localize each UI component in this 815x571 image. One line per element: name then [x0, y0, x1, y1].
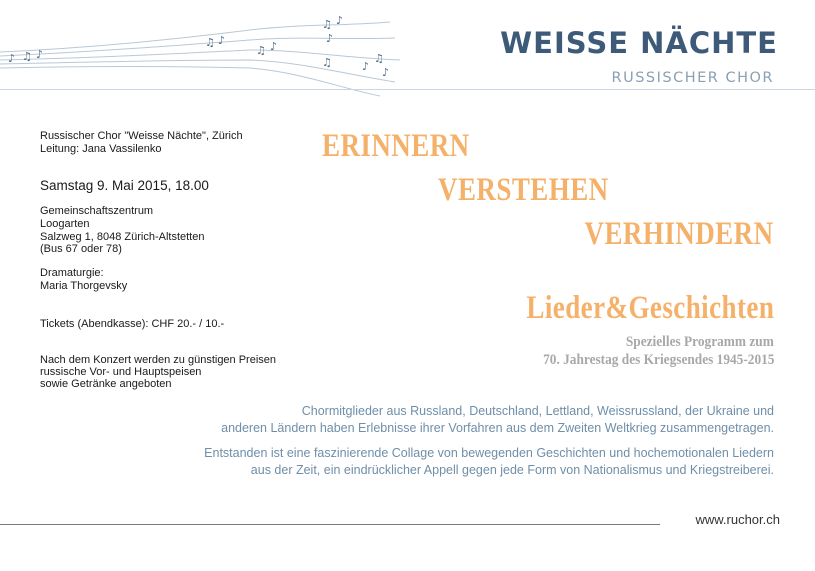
- venue-line: (Bus 67 oder 78): [40, 243, 122, 255]
- program-subtitle: 70. Jahrestag des Kriegsendes 1945-2015: [542, 352, 774, 368]
- header-divider: [0, 89, 815, 90]
- logo-title: WEISSE NÄCHTE: [500, 26, 778, 60]
- concert-date: Samstag 9. Mai 2015, 18.00: [40, 178, 209, 193]
- music-note-icon: ♫: [205, 36, 215, 49]
- dramaturgy-label: Dramaturgie:: [40, 267, 104, 279]
- music-note-icon: ♪: [218, 34, 226, 47]
- description-paragraph: [134, 403, 774, 436]
- description-paragraph: [134, 445, 774, 478]
- program-subtitle: Spezielles Programm zum: [626, 334, 774, 350]
- music-note-icon: ♪: [336, 14, 344, 27]
- music-note-icon: ♫: [22, 50, 32, 63]
- music-note-icon: ♪: [382, 66, 390, 79]
- venue-line: Salzweg 1, 8048 Zürich-Altstetten: [40, 231, 205, 243]
- heading-verhindern: VERHINDERN: [584, 216, 774, 252]
- choir-name: Russischer Chor "Weisse Nächte", Zürich: [40, 130, 243, 142]
- music-note-icon: ♪: [362, 60, 370, 73]
- music-note-icon: ♫: [256, 44, 266, 57]
- description-line: Chormitglieder aus Russland, Deutschland, Lettland, Weissrussland, der Ukraine und: [301, 404, 774, 418]
- heading-erinnern: ERINNERN: [322, 128, 470, 164]
- description-line: anderen Ländern haben Erlebnisse ihrer Vorfahren aus dem Zweiten Weltkrieg zusammengetragen.: [221, 420, 774, 435]
- music-note-icon: ♪: [326, 32, 334, 45]
- heading-verstehen: VERSTEHEN: [438, 172, 609, 208]
- venue-line: Loogarten: [40, 218, 90, 230]
- music-note-icon: ♫: [322, 56, 332, 69]
- music-note-icon: ♪: [270, 40, 278, 53]
- website-link[interactable]: www.ruchor.ch: [660, 512, 780, 527]
- dramaturgy-name: Maria Thorgevsky: [40, 280, 128, 292]
- venue-line: Gemeinschaftszentrum: [40, 205, 154, 217]
- program-title: Lieder&Geschichten: [526, 290, 774, 326]
- footer-divider: [0, 524, 775, 525]
- food-line: russische Vor- und Hauptspeisen: [40, 366, 202, 378]
- music-staff-decoration: [0, 0, 420, 100]
- director: Leitung: Jana Vassilenko: [40, 143, 162, 155]
- music-note-icon: ♫: [322, 18, 332, 31]
- tickets-info: Tickets (Abendkasse): CHF 20.- / 10.-: [40, 318, 225, 330]
- food-line: Nach dem Konzert werden zu günstigen Preisen: [40, 354, 277, 366]
- description-line: aus der Zeit, ein eindrücklicher Appell gegen jede Form von Nationalismus und Kriegstreiberei.: [250, 462, 774, 477]
- music-note-icon: ♪: [36, 48, 44, 61]
- music-note-icon: ♪: [8, 52, 16, 65]
- description-line: Entstanden ist eine faszinierende Collage von bewegenden Geschichten und hochemotionalen Liedern: [204, 446, 774, 460]
- food-line: sowie Getränke angeboten: [40, 378, 172, 390]
- logo-subtitle: RUSSISCHER CHOR: [611, 70, 774, 86]
- music-note-icon: ♫: [374, 52, 384, 65]
